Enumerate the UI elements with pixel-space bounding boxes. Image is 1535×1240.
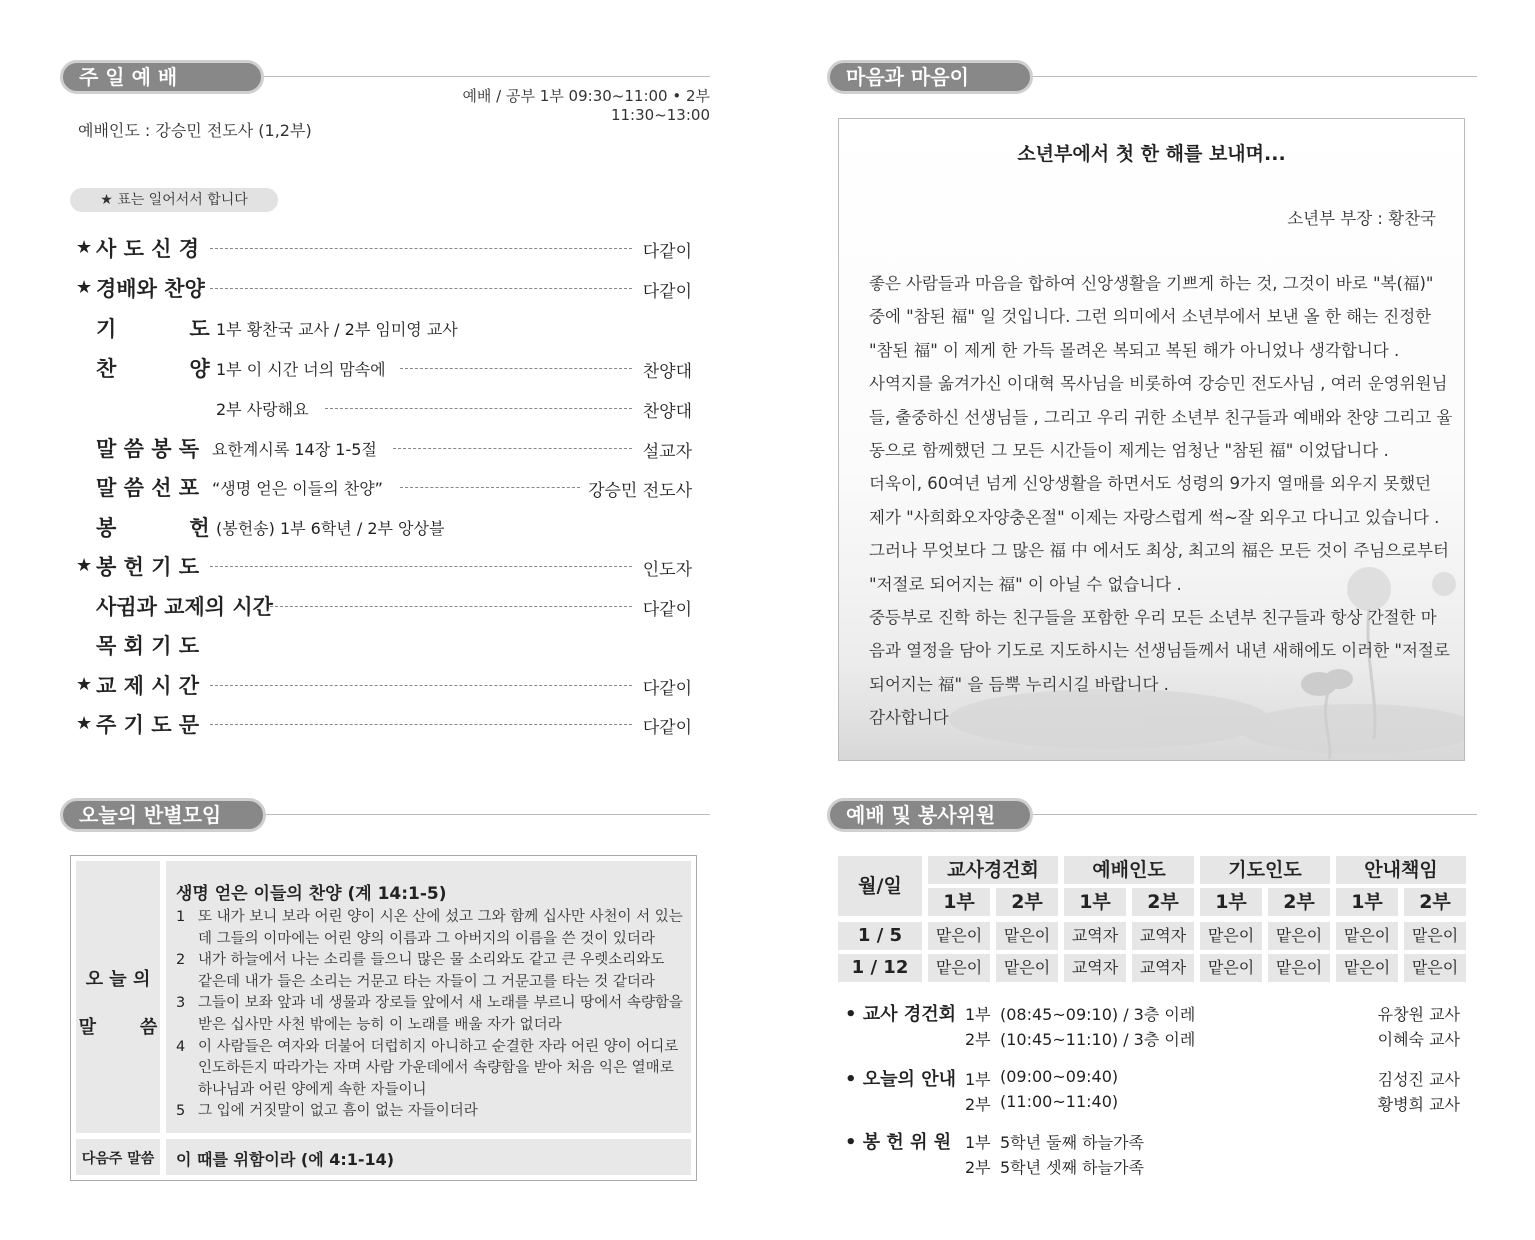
letter-line: 중등부로 진학 하는 친구들을 포함한 우리 모든 소년부 친구들과 항상 간절한 마 — [869, 608, 1437, 628]
part-header: 2부 — [996, 888, 1058, 916]
star-icon: ★ — [76, 713, 93, 734]
assignment-cell: 맡은이 — [928, 922, 990, 950]
verse-number: 2 — [176, 952, 186, 969]
info-part: 1부 — [965, 1005, 991, 1024]
letter-line: 되어지는 福" 을 듬뿍 누리시길 바랍니다 . — [869, 674, 1169, 694]
verse-text: 그 입에 거짓말이 없고 흠이 없는 자들이더라 — [198, 1103, 478, 1120]
assignment-cell: 맡은이 — [1404, 954, 1466, 982]
service-item-leader: 다같이 — [642, 282, 692, 302]
letter-line: 감사합니다 — [869, 708, 949, 728]
part-header: 1부 — [1200, 888, 1262, 916]
verse-text: 그들이 보좌 앞과 네 생물과 장로들 앞에서 새 노래를 부르니 땅에서 속량함을 받은 십사만 사천 밖에는 능히 이 노래를 배울 자가 없더라 — [198, 995, 683, 1033]
leader-dots — [270, 606, 632, 607]
star-icon: ★ — [76, 674, 93, 695]
service-item — [76, 437, 696, 467]
worship-leader: 예배인도 : 강승민 전도사 (1,2부) — [78, 121, 312, 140]
info-part: 1부 — [965, 1070, 991, 1089]
leader-dots — [210, 685, 632, 686]
info-text: (08:45~09:10) / 3층 이레 — [1000, 1005, 1196, 1024]
service-item — [76, 317, 696, 347]
group-header: 안내책임 — [1336, 856, 1466, 884]
letter-line: 좋은 사람들과 마음을 합하여 신앙생활을 기쁘게 하는 것, 그것이 바로 "복(福)" — [869, 274, 1434, 293]
group-header: 기도인도 — [1200, 856, 1330, 884]
service-item-detail: 2부 사랑해요 — [216, 400, 309, 419]
service-item-name: 찬 양 — [96, 357, 210, 381]
staff-section-header — [827, 798, 1477, 834]
star-icon: ★ — [76, 555, 93, 576]
letter-line: 음과 열정을 담아 기도로 지도하시는 선생님들께서 내년 새해에도 이러한 "저절로 — [869, 641, 1450, 661]
divider — [266, 814, 710, 815]
info-label: • 교사 경건회 — [845, 1004, 956, 1025]
word-content-cell — [166, 861, 691, 1133]
verse-number: 5 — [176, 1103, 186, 1120]
info-part: 2부 — [965, 1030, 991, 1049]
service-item — [76, 634, 696, 664]
leader-dots — [400, 487, 580, 488]
service-item — [76, 674, 696, 704]
info-text: (10:45~11:10) / 3층 이레 — [1000, 1030, 1196, 1049]
standing-note: ★ 표는 일어서서 합니다 — [70, 188, 278, 212]
star-icon: ★ — [76, 237, 93, 258]
info-person: 유창원 교사 — [1377, 1005, 1460, 1024]
service-item — [76, 476, 696, 506]
service-item-name: 경배와 찬양 — [96, 277, 205, 301]
next-week-label: 다음주 말씀 — [81, 1151, 155, 1167]
assignment-cell: 맡은이 — [996, 954, 1058, 982]
service-item-leader: 다같이 — [642, 242, 692, 262]
service-item-leader: 다같이 — [642, 679, 692, 699]
assignment-cell: 교역자 — [1064, 922, 1126, 950]
letter-line: "저절로 되어지는 福" 이 아닐 수 없습니다 . — [869, 574, 1182, 594]
letter-line: 중에 "참된 福" 일 것입니다. 그런 의미에서 소년부에서 보낸 올 한 해는 진정한 — [869, 307, 1432, 327]
service-item — [76, 516, 696, 546]
divider — [1033, 76, 1477, 77]
letter-line: "참된 福" 이 제게 한 가득 몰려온 복되고 복된 해가 아니었나 생각합니다 . — [869, 340, 1400, 360]
service-item-leader: 다같이 — [642, 600, 692, 620]
verse-number: 1 — [176, 909, 186, 925]
assignment-cell: 맡은이 — [1336, 954, 1398, 982]
gathering-section-title: 오늘의 반별모임 — [60, 798, 266, 832]
leader-dots — [325, 408, 632, 409]
service-item-detail: “생명 얻은 이들의 찬양” — [212, 479, 383, 498]
heart-section-header — [827, 60, 1477, 96]
letter-line: 사역지를 옮겨가신 이대혁 목사님을 비롯하여 강승민 전도사님 , 여러 운영위원님 — [869, 374, 1448, 394]
service-item-leader: 찬양대 — [642, 362, 692, 382]
assignment-cell: 맡은이 — [1268, 922, 1330, 950]
letter-line: 들, 출중하신 선생님들 , 그리고 우리 귀한 소년부 친구들과 예배와 찬양 그리고 율 — [869, 407, 1453, 427]
letter-line: 동으로 함께했던 그 모든 시간들이 제게는 엄청난 "참된 福" 이었답니다 . — [869, 441, 1389, 461]
assignment-cell: 교역자 — [1132, 954, 1194, 982]
info-label: • 오늘의 안내 — [845, 1069, 956, 1090]
info-person: 김성진 교사 — [1377, 1070, 1460, 1089]
leader-dots — [210, 248, 632, 249]
part-header: 2부 — [1404, 888, 1466, 916]
staff-section-title: 예배 및 봉사위원 — [827, 798, 1033, 832]
info-part: 1부 — [965, 1133, 991, 1152]
assignment-cell: 맡은이 — [1268, 954, 1330, 982]
part-header: 1부 — [1064, 888, 1126, 916]
verse-text: 내가 하늘에서 나는 소리를 들으니 많은 물 소리와도 같고 큰 우렛소리와도 같은데 내가 들은 소리는 거문고 타는 자들이 그 거문고를 타는 것 같더라 — [198, 952, 665, 990]
leader-dots — [393, 448, 632, 449]
star-icon: ★ — [76, 277, 93, 298]
info-text: 5학년 셋째 하늘가족 — [1000, 1158, 1144, 1177]
info-person: 황병희 교사 — [1377, 1095, 1460, 1114]
service-item-name: 사귐과 교제의 시간 — [96, 595, 273, 619]
assignment-cell: 맡은이 — [1200, 954, 1262, 982]
divider — [1033, 814, 1477, 815]
letter-line: 더욱이, 60여년 넘게 신앙생활을 하면서도 성령의 9가지 열매를 외우지 못했던 — [869, 474, 1432, 494]
group-header: 예배인도 — [1064, 856, 1194, 884]
leader-dots — [210, 288, 632, 289]
service-item — [76, 555, 696, 585]
service-item-detail: (봉헌송) 1부 6학년 / 2부 앙상블 — [216, 519, 445, 538]
service-item-detail: 1부 이 시간 너의 맘속에 — [216, 360, 386, 379]
part-header: 1부 — [1336, 888, 1398, 916]
date-header: 월/일 — [838, 856, 922, 916]
service-item-leader: 설교자 — [642, 442, 692, 462]
assignment-cell: 교역자 — [1064, 954, 1126, 982]
service-item-name: 말 씀 봉 독 — [96, 437, 200, 461]
group-header: 교사경건회 — [928, 856, 1058, 884]
service-item-name: 봉 헌 기 도 — [96, 555, 200, 579]
next-week-text: 이 때를 위함이라 (에 4:1-14) — [176, 1150, 395, 1169]
service-item-name: 목 회 기 도 — [96, 634, 200, 658]
assignment-cell: 맡은이 — [1336, 922, 1398, 950]
worship-title: 주 일 예 배 — [60, 60, 264, 94]
service-item-leader: 강승민 전도사 — [588, 481, 692, 501]
part-header: 2부 — [1132, 888, 1194, 916]
service-item-name: 말 씀 선 포 — [96, 476, 200, 500]
service-item-name: 봉 헌 — [96, 516, 210, 540]
letter-title: 소년부에서 첫 한 해를 보내며... — [1017, 143, 1286, 165]
verse-text: 또 내가 보니 보라 어린 양이 시온 산에 섰고 그와 함께 십사만 사천이 서 있는 데 그들의 이마에는 어린 양의 이름과 그 아버지의 이름을 쓴 것이 있더라 — [198, 909, 683, 947]
assignment-cell: 교역자 — [1132, 922, 1194, 950]
info-text: (11:00~11:40) — [1000, 1092, 1119, 1111]
part-header: 2부 — [1268, 888, 1330, 916]
verse-number: 3 — [176, 995, 186, 1012]
service-item-name: 사 도 신 경 — [96, 237, 200, 261]
heart-section-title: 마음과 마음이 — [827, 60, 1033, 94]
service-item-detail: 요한계시록 14장 1-5절 — [212, 440, 377, 459]
assignment-cell: 맡은이 — [1404, 922, 1466, 950]
next-text-cell — [166, 1139, 691, 1175]
gathering-section-header — [60, 798, 710, 834]
service-item — [76, 595, 696, 625]
letter-line: 그러나 무엇보다 그 많은 福 中 에서도 최상, 최고의 福은 모든 것이 주님으로부터 — [869, 541, 1449, 561]
verse-number: 4 — [176, 1038, 186, 1055]
letter-author: 소년부 부장 : 황찬국 — [1287, 209, 1436, 228]
service-item-leader: 다같이 — [642, 718, 692, 738]
part-header: 1부 — [928, 888, 990, 916]
service-item-leader: 인도자 — [642, 560, 692, 580]
todays-word-table — [70, 855, 697, 1181]
info-person: 이혜숙 교사 — [1377, 1030, 1460, 1049]
letter-body — [869, 267, 1453, 735]
service-item-detail: 1부 황찬국 교사 / 2부 임미영 교사 — [216, 320, 458, 339]
info-part: 2부 — [965, 1095, 991, 1114]
service-item-name: 주 기 도 문 — [96, 713, 200, 737]
date-cell: 1 / 5 — [838, 922, 922, 950]
sermon-title: 생명 얻은 이들의 찬양 (계 14:1-5) — [176, 884, 447, 904]
word-label-cell — [76, 861, 160, 1133]
service-item — [76, 237, 696, 267]
next-label-cell — [76, 1139, 160, 1175]
service-item-name: 교 제 시 간 — [96, 674, 200, 698]
assignment-cell: 맡은이 — [1200, 922, 1262, 950]
worship-times: 예배 / 공부 1부 09:30~11:00 • 2부 11:30~13:00 — [462, 87, 710, 124]
date-cell: 1 / 12 — [838, 954, 922, 982]
word-label-1: 오 늘 의 — [85, 969, 151, 990]
letter-line: 제가 "사희화오자양충온절" 이제는 자랑스럽게 썩~잘 외우고 다니고 있습니다 . — [869, 507, 1440, 527]
leader-dots — [210, 566, 632, 567]
assignment-cell: 맡은이 — [928, 954, 990, 982]
service-item-name: 기 도 — [96, 317, 210, 341]
verse-text: 이 사람들은 여자와 더불어 더럽히지 아니하고 순결한 자라 어린 양이 어디로 인도하든지 따라가는 자며 사람 가운데에서 속량함을 받아 처음 익은 열매로 하나님과 어린 양에게 속한 자들이니 — [198, 1038, 679, 1098]
info-text: 5학년 둘째 하늘가족 — [1000, 1133, 1144, 1152]
service-item-leader: 찬양대 — [642, 402, 692, 422]
service-item — [76, 713, 696, 743]
service-item — [76, 397, 696, 427]
service-item — [76, 277, 696, 307]
service-item — [76, 357, 696, 387]
heart-letter-box — [838, 118, 1465, 761]
word-label-2: 말 씀 — [78, 1017, 158, 1038]
divider — [264, 76, 710, 77]
assignment-cell: 맡은이 — [996, 922, 1058, 950]
info-part: 2부 — [965, 1158, 991, 1177]
leader-dots — [400, 368, 632, 369]
info-label: • 봉 헌 위 원 — [845, 1132, 952, 1153]
info-text: (09:00~09:40) — [1000, 1067, 1119, 1086]
leader-dots — [210, 724, 632, 725]
